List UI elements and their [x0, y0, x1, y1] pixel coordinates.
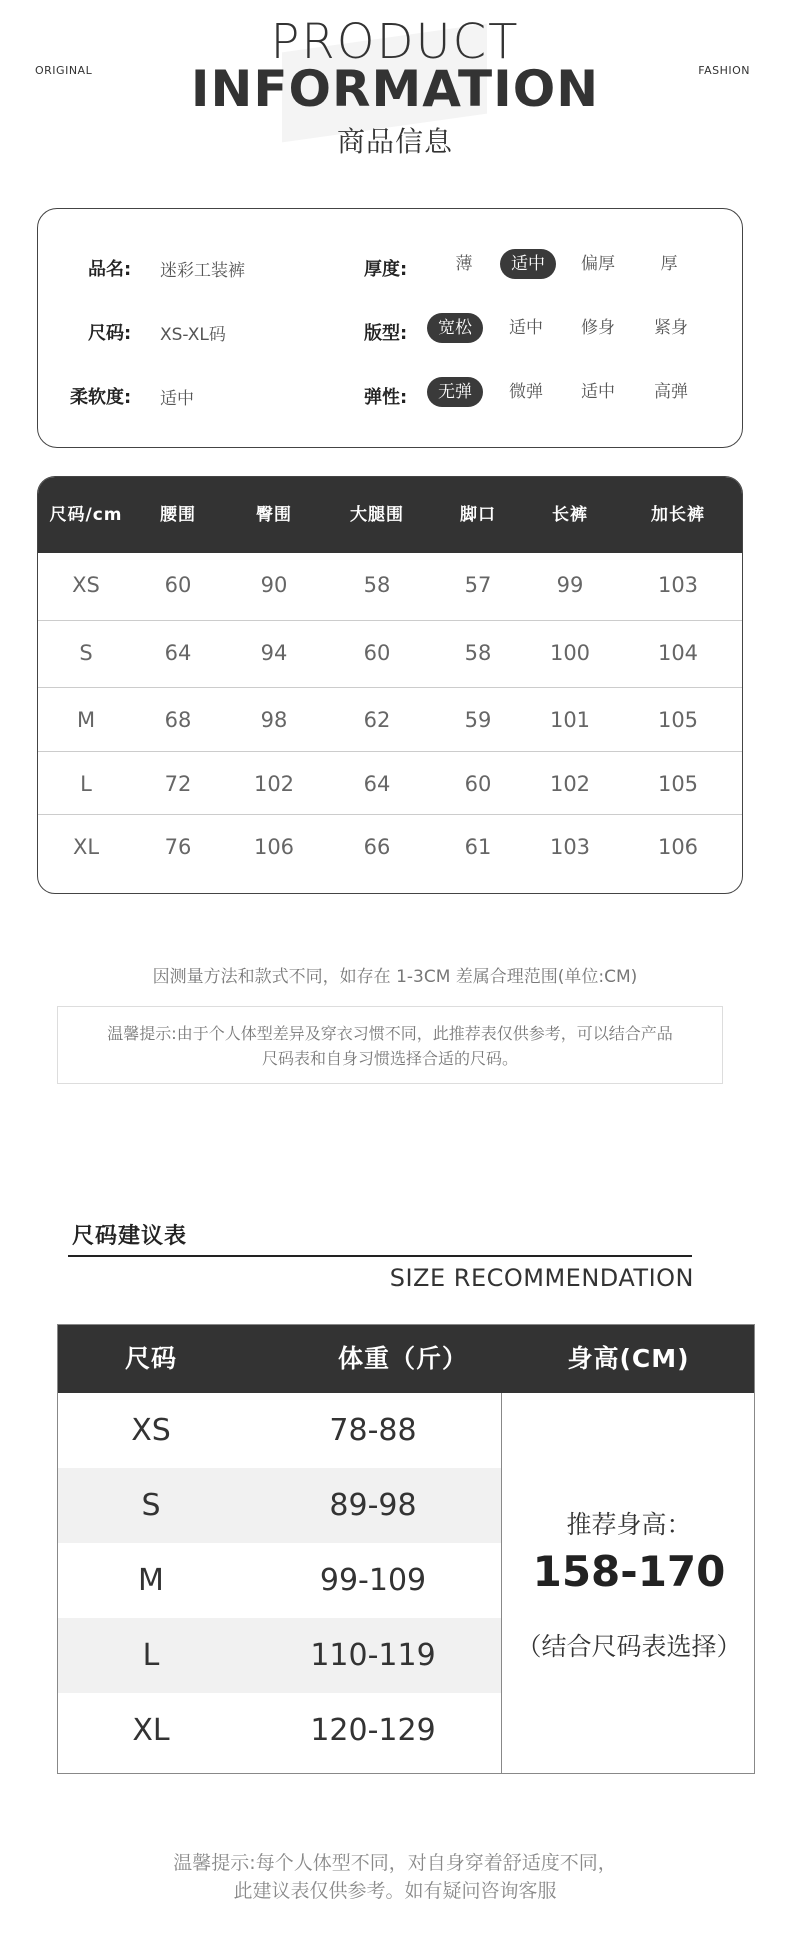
size-header-cell: 尺码/cm — [49, 505, 123, 525]
recommended-height-note: （结合尺码表选择） — [516, 1632, 742, 1661]
tip-line-2: 尺码表和自身习惯选择合适的尺码。 — [261, 1049, 518, 1068]
size-table-cell: 60 — [464, 772, 492, 796]
size-header-cell: 长裤 — [552, 505, 588, 525]
size-table-cell: 105 — [657, 708, 699, 732]
fit-option: 宽松 — [427, 313, 483, 343]
size-table-cell: 106 — [253, 835, 295, 859]
size-table-cell: 76 — [164, 835, 192, 859]
header-right-text: FASHION — [698, 64, 750, 77]
size-table-row — [38, 751, 742, 817]
rec-size-cell: S — [141, 1488, 161, 1523]
recommendation-row — [58, 1693, 501, 1768]
tip-box — [57, 1006, 723, 1084]
size-table-cell: XS — [72, 573, 100, 597]
size-table-cell: 98 — [260, 708, 288, 732]
rec-size-cell: XS — [131, 1413, 171, 1448]
fit-option: 紧身 — [654, 318, 688, 338]
thickness-option: 薄 — [455, 254, 473, 274]
recommendation-title-en: SIZE RECOMMENDATION — [389, 1264, 694, 1292]
rec-weight-cell: 89-98 — [329, 1488, 417, 1523]
header-product: PRODUCT — [270, 14, 520, 70]
size-table-row — [38, 687, 742, 753]
size-table — [37, 476, 743, 894]
size-table-cell: 66 — [363, 835, 391, 859]
size-table-cell: 64 — [363, 772, 391, 796]
size-table-cell: 58 — [464, 641, 492, 665]
recommended-height-value: 158-170 — [532, 1547, 726, 1596]
size-header-cell: 腰围 — [160, 505, 196, 525]
size-table-cell: 59 — [464, 708, 492, 732]
size-label: 尺码: — [88, 323, 132, 344]
rec-size-cell: L — [142, 1638, 160, 1673]
recommendation-row — [58, 1393, 501, 1468]
name-value: 迷彩工装裤 — [160, 261, 245, 281]
elasticity-option: 适中 — [581, 382, 615, 402]
size-header-cell: 臀围 — [256, 505, 292, 525]
rec-header-cell: 身高(CM) — [567, 1344, 690, 1373]
recommendation-title: 尺码建议表 — [72, 1224, 188, 1249]
size-table-cell: 102 — [549, 772, 591, 796]
size-table-cell: 100 — [549, 641, 591, 665]
header-information: INFORMATION — [190, 60, 600, 118]
recommendation-table — [57, 1324, 755, 1774]
size-table-cell: 58 — [363, 573, 391, 597]
size-table-cell: 99 — [556, 573, 584, 597]
size-table-cell: 101 — [549, 708, 591, 732]
size-table-cell: XL — [72, 835, 100, 859]
size-table-cell: 60 — [164, 573, 192, 597]
footer-line-2: 此建议表仅供参考。如有疑问咨询客服 — [233, 1880, 557, 1902]
elasticity-option: 高弹 — [654, 382, 688, 402]
header-cn-title: 商品信息 — [336, 125, 453, 158]
product-attributes-box — [37, 208, 743, 448]
size-table-cell: 106 — [657, 835, 699, 859]
recommendation-row — [58, 1543, 501, 1618]
fit-option: 修身 — [581, 318, 615, 338]
size-table-cell: 104 — [657, 641, 699, 665]
rec-weight-cell: 78-88 — [329, 1413, 417, 1448]
measurement-note: 因测量方法和款式不同，如存在 1-3CM 差属合理范围(单位:CM) — [152, 967, 638, 987]
size-table-cell: 60 — [363, 641, 391, 665]
size-table-cell: 64 — [164, 641, 192, 665]
size-table-cell: L — [80, 772, 92, 796]
tip-line-1: 温馨提示:由于个人体型差异及穿衣习惯不同，此推荐表仅供参考，可以结合产品 — [107, 1024, 673, 1043]
size-table-cell: 103 — [657, 573, 699, 597]
footer-line-1: 温馨提示:每个人体型不同，对自身穿着舒适度不同， — [173, 1852, 617, 1874]
size-table-cell: 62 — [363, 708, 391, 732]
recommendation-row — [58, 1468, 501, 1543]
thickness-option: 适中 — [500, 249, 556, 279]
rec-header-cell: 体重（斤） — [337, 1344, 468, 1373]
rec-weight-cell: 120-129 — [310, 1713, 436, 1748]
header-left-text: ORIGINAL — [35, 64, 93, 77]
rec-size-cell: M — [138, 1563, 164, 1598]
size-table-cell: 102 — [253, 772, 295, 796]
softness-value: 适中 — [160, 389, 194, 409]
recommendation-row — [58, 1618, 501, 1693]
size-table-header — [38, 477, 742, 553]
elasticity-option: 微弹 — [509, 382, 543, 402]
size-table-cell: 61 — [464, 835, 492, 859]
size-table-cell: 90 — [260, 573, 288, 597]
rec-header-cell: 尺码 — [124, 1344, 177, 1373]
size-header-cell: 脚口 — [460, 505, 496, 525]
size-table-cell: 57 — [464, 573, 492, 597]
rec-size-cell: XL — [132, 1713, 170, 1748]
size-table-cell: 105 — [657, 772, 699, 796]
size-table-cell: 103 — [549, 835, 591, 859]
size-table-cell: 72 — [164, 772, 192, 796]
recommendation-underline — [68, 1255, 692, 1257]
fit-label: 版型: — [364, 323, 408, 344]
size-header-cell: 大腿围 — [350, 505, 404, 525]
size-table-cell: 68 — [164, 708, 192, 732]
thickness-option: 偏厚 — [581, 254, 615, 274]
size-table-cell: S — [79, 641, 93, 665]
size-header-cell: 加长裤 — [651, 505, 705, 525]
elasticity-label: 弹性: — [364, 387, 408, 408]
thickness-option: 厚 — [660, 254, 678, 274]
size-table-cell: M — [76, 708, 96, 732]
recommendation-header — [58, 1325, 754, 1393]
rec-weight-cell: 110-119 — [310, 1638, 436, 1673]
name-label: 品名: — [88, 259, 132, 280]
size-table-cell: 94 — [260, 641, 288, 665]
size-table-row — [38, 620, 742, 686]
size-value: XS-XL码 — [160, 325, 226, 345]
fit-option: 适中 — [509, 318, 543, 338]
recommended-height-label: 推荐身高： — [566, 1510, 692, 1539]
size-table-row — [38, 814, 742, 880]
thickness-label: 厚度: — [364, 259, 408, 280]
rec-weight-cell: 99-109 — [319, 1563, 427, 1598]
softness-label: 柔软度: — [70, 387, 132, 408]
size-table-row — [38, 553, 742, 618]
elasticity-option: 无弹 — [427, 377, 483, 407]
